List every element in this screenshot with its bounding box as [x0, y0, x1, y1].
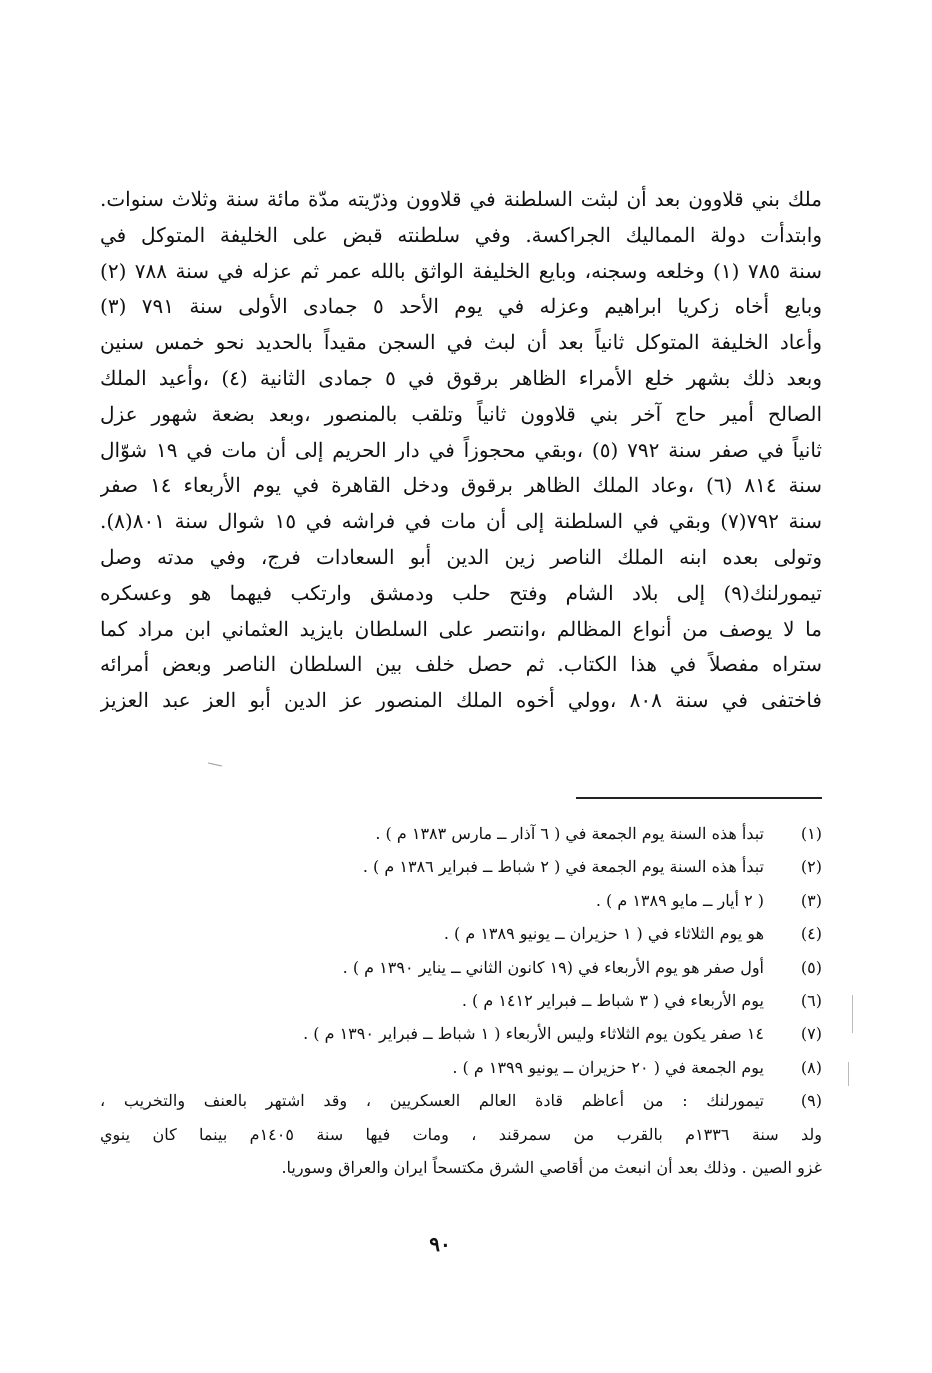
body-line: تيمورلنك(٩) إلى بلاد الشام وفتح حلب ودمشق وارتكب فيهما هو وعسكره: [100, 580, 822, 605]
body-line: الصالح أمير حاج آخر بني قلاوون ثانياً وتلقب بالمنصور ،وبعد بضعة شهور عزل: [100, 401, 822, 426]
footnote-number: (١): [800, 824, 822, 843]
body-line: ما لا يوصف من أنواع المظالم ،وانتصر على السلطان بايزيد العثماني ابن مراد كما: [100, 616, 822, 641]
scan-mark: [848, 1062, 849, 1086]
footnote-text: تبدأ هذه السنة يوم الجمعة في ( ٢ شباط ــ فبراير ١٣٨٦ م ) .: [362, 857, 764, 877]
scan-mark: [852, 995, 853, 1033]
footnote-text: يوم الجمعة في ( ٢٠ حزيران ــ يونيو ١٣٩٩ م ) .: [452, 1057, 764, 1077]
footnote: [100, 817, 822, 850]
body-line: وابتدأت دولة المماليك الجراكسة. وفي سلطنته قبض على الخليفة المتوكل في: [100, 222, 822, 247]
body-line: وبايع أخاه زكريا ابراهيم وعزله في يوم الأحد ٥ جمادى الأولى سنة ٧٩١ (٣): [100, 294, 822, 319]
footnote-number: (٦): [800, 990, 822, 1010]
scan-mark: [208, 763, 222, 767]
body-line: سنة ٧٨٥ (١) وخلعه وسجنه، وبايع الخليفة الواثق بالله عمر ثم عزله في سنة ٧٨٨ (٢): [100, 258, 822, 283]
footnote-divider: [576, 797, 822, 799]
footnote-text: يوم الأربعاء في ( ٣ شباط ــ فبراير ١٤١٢ م ) .: [461, 990, 764, 1010]
footnote: [100, 917, 822, 950]
footnote: [100, 1084, 822, 1117]
body-line: وبعد ذلك بشهر خلع الأمراء الظاهر برقوق في ٥ جمادى الثانية (٤) ،وأعيد الملك: [100, 365, 822, 390]
footnote-text: ولد سنة ١٣٣٦م بالقرب من سمرقند ، ومات فيها سنة ١٤٠٥م بينما كان ينوي: [100, 1124, 822, 1144]
footnote-text: أول صفر هو يوم الأربعاء في (١٩ كانون الثاني ــ يناير ١٣٩٠ م ) .: [342, 957, 764, 977]
footnote-text: غزو الصين . وذلك بعد أن انبعث من أقاصي الشرق مكتسحاً ايران والعراق وسوريا.: [281, 1157, 822, 1177]
footnote-text: ١٤ صفر يكون يوم الثلاثاء وليس الأربعاء ( ١ شباط ــ فبراير ١٣٩٠ م ) .: [303, 1024, 764, 1044]
footnote-text: ( ٢ أيار ــ مايو ١٣٨٩ م ) .: [595, 890, 764, 910]
footnote-number: (٧): [800, 1024, 822, 1044]
footnote-number: (٤): [800, 924, 822, 944]
footnote-number: (٨): [800, 1057, 822, 1077]
footnote-number: (٣): [800, 890, 822, 910]
body-line: سنة ٧٩٢(٧) وبقي في السلطنة إلى أن مات في فراشه في ١٥ شوال سنة ٨٠١(٨).: [100, 509, 822, 534]
footnote: [100, 984, 822, 1017]
footnote-text: تبدأ هذه السنة يوم الجمعة في ( ٦ آذار ــ مارس ١٣٨٣ م ) .: [375, 824, 764, 843]
body-line: وتولى بعده ابنه الملك الناصر زين الدين أبو السعادات فرج، وفي مدته وصل: [100, 544, 822, 569]
footnote-text: هو يوم الثلاثاء في ( ١ حزيران ــ يونيو ١٣٨٩ م ) .: [443, 924, 764, 944]
footnote-number: (٥): [800, 957, 822, 977]
footnote: [100, 850, 822, 883]
footnote: [100, 1051, 822, 1084]
footnote-text: تيمورلنك : من أعاظم قادة العالم العسكريين ، وقد اشتهر بالعنف والتخريب ،: [100, 1091, 764, 1111]
footnote: [100, 884, 822, 917]
page-number: ٩٠: [429, 1232, 451, 1256]
footnote: [100, 951, 822, 984]
footnote-number: (٩): [800, 1091, 822, 1111]
main-text: [100, 182, 822, 719]
footnote-continuation: [100, 1118, 822, 1151]
body-line: سنة ٨١٤ (٦) ،وعاد الملك الظاهر برقوق ودخل القاهرة في يوم الأربعاء ١٤ صفر: [100, 473, 822, 498]
footnote-number: (٢): [800, 857, 822, 877]
footnote: [100, 1017, 822, 1050]
body-line: ملك بني قلاوون بعد أن لبثت السلطنة في قلاوون وذرّيته مدّة مائة سنة وثلاث سنوات.: [100, 187, 822, 211]
footnote-continuation: [100, 1151, 822, 1184]
body-line: ثانياً في صفر سنة ٧٩٢ (٥) ،وبقي محجوزاً في دار الحريم إلى أن مات في ١٩ شوّال: [100, 437, 822, 462]
body-line: وأعاد الخليفة المتوكل ثانياً بعد أن لبث في السجن مقيداً بالحديد نحو خمس سنين: [100, 330, 822, 355]
body-line: فاختفى في سنة ٨٠٨ ،وولي أخوه الملك المنصور عز الدين أبو العز عبد العزيز: [100, 688, 822, 713]
footnotes: [100, 817, 822, 1184]
body-line: ستراه مفصلاً في هذا الكتاب. ثم حصل خلف بين السلطان الناصر وبعض أمرائه: [100, 652, 822, 677]
